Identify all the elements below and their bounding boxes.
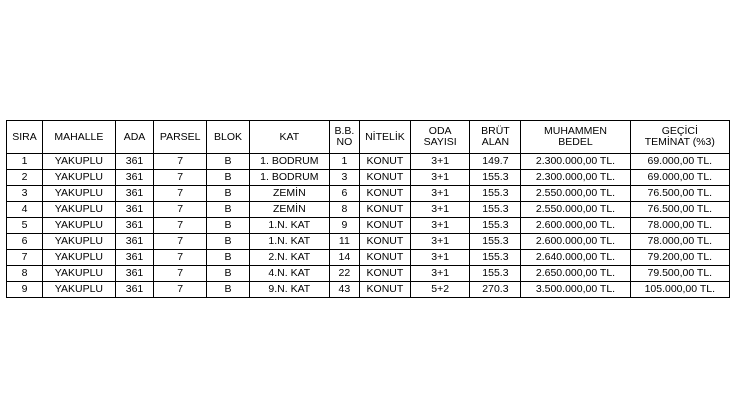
- cell-muhammen-bedel: 2.550.000,00 TL.: [521, 186, 630, 202]
- cell-blok: B: [207, 282, 250, 298]
- cell-kat: 1. BODRUM: [249, 170, 329, 186]
- header-text: NİTELİK: [365, 130, 405, 143]
- header-text: MAHALLE: [54, 130, 104, 143]
- property-table: [6, 120, 730, 298]
- cell-oda-sayisi: 3+1: [410, 186, 470, 202]
- cell-mahalle: YAKUPLU: [42, 154, 115, 170]
- cell-nitelik: KONUT: [359, 154, 410, 170]
- cell-brut-alan: 149.7: [470, 154, 521, 170]
- table-row: [7, 218, 730, 234]
- header-text: BEDEL: [558, 136, 593, 148]
- cell-parsel: 7: [154, 186, 207, 202]
- header-muhammen-bedel: [521, 121, 630, 154]
- cell-parsel: 7: [154, 170, 207, 186]
- cell-muhammen-bedel: 2.300.000,00 TL.: [521, 154, 630, 170]
- cell-oda-sayisi: 3+1: [410, 170, 470, 186]
- cell-nitelik: KONUT: [359, 170, 410, 186]
- cell-brut-alan: 155.3: [470, 234, 521, 250]
- cell-brut-alan: 155.3: [470, 266, 521, 282]
- cell-muhammen-bedel: 2.300.000,00 TL.: [521, 170, 630, 186]
- cell-mahalle: YAKUPLU: [42, 186, 115, 202]
- cell-gecici-teminat: 105.000,00 TL.: [630, 282, 729, 298]
- cell-parsel: 7: [154, 218, 207, 234]
- cell-mahalle: YAKUPLU: [42, 218, 115, 234]
- cell-ada: 361: [115, 266, 153, 282]
- cell-muhammen-bedel: 2.550.000,00 TL.: [521, 202, 630, 218]
- cell-oda-sayisi: 5+2: [410, 282, 470, 298]
- cell-oda-sayisi: 3+1: [410, 234, 470, 250]
- cell-mahalle: YAKUPLU: [42, 234, 115, 250]
- cell-mahalle: YAKUPLU: [42, 170, 115, 186]
- cell-brut-alan: 155.3: [470, 218, 521, 234]
- header-brut-alan: [470, 121, 521, 154]
- header-kat: [249, 121, 329, 154]
- cell-bb-no: 22: [329, 266, 359, 282]
- table-row: [7, 186, 730, 202]
- cell-ada: 361: [115, 154, 153, 170]
- header-text: MUHAMMEN: [543, 125, 607, 137]
- cell-gecici-teminat: 78.000,00 TL.: [630, 218, 729, 234]
- cell-bb-no: 6: [329, 186, 359, 202]
- header-text: KAT: [279, 130, 300, 143]
- cell-kat: 1.N. KAT: [249, 218, 329, 234]
- cell-kat: 1.N. KAT: [249, 234, 329, 250]
- cell-parsel: 7: [154, 202, 207, 218]
- cell-gecici-teminat: 69.000,00 TL.: [630, 154, 729, 170]
- header-text: ODA: [428, 125, 452, 137]
- cell-sira: 8: [7, 266, 43, 282]
- cell-ada: 361: [115, 186, 153, 202]
- cell-gecici-teminat: 78.000,00 TL.: [630, 234, 729, 250]
- cell-parsel: 7: [154, 282, 207, 298]
- table-row: [7, 282, 730, 298]
- cell-blok: B: [207, 234, 250, 250]
- table-body: [7, 154, 730, 298]
- cell-sira: 9: [7, 282, 43, 298]
- cell-nitelik: KONUT: [359, 186, 410, 202]
- header-text: SAYISI: [423, 136, 457, 148]
- cell-kat: ZEMİN: [249, 186, 329, 202]
- cell-blok: B: [207, 250, 250, 266]
- table-row: [7, 234, 730, 250]
- cell-ada: 361: [115, 170, 153, 186]
- cell-sira: 2: [7, 170, 43, 186]
- header-gecici-teminat: [630, 121, 729, 154]
- cell-parsel: 7: [154, 234, 207, 250]
- cell-brut-alan: 155.3: [470, 170, 521, 186]
- table-row: [7, 170, 730, 186]
- header-text: ADA: [123, 130, 146, 143]
- cell-sira: 1: [7, 154, 43, 170]
- header-text: B.B.: [334, 125, 355, 137]
- cell-parsel: 7: [154, 154, 207, 170]
- cell-gecici-teminat: 76.500,00 TL.: [630, 202, 729, 218]
- cell-blok: B: [207, 218, 250, 234]
- cell-blok: B: [207, 202, 250, 218]
- cell-sira: 7: [7, 250, 43, 266]
- cell-blok: B: [207, 170, 250, 186]
- cell-bb-no: 11: [329, 234, 359, 250]
- table-row: [7, 154, 730, 170]
- cell-nitelik: KONUT: [359, 234, 410, 250]
- cell-oda-sayisi: 3+1: [410, 202, 470, 218]
- cell-bb-no: 1: [329, 154, 359, 170]
- cell-bb-no: 9: [329, 218, 359, 234]
- header-text: NO: [336, 136, 353, 148]
- cell-oda-sayisi: 3+1: [410, 250, 470, 266]
- header-text: BRÜT: [481, 125, 510, 137]
- header-ada: [115, 121, 153, 154]
- cell-nitelik: KONUT: [359, 202, 410, 218]
- cell-muhammen-bedel: 3.500.000,00 TL.: [521, 282, 630, 298]
- cell-gecici-teminat: 79.200,00 TL.: [630, 250, 729, 266]
- cell-kat: 2.N. KAT: [249, 250, 329, 266]
- header-text: SIRA: [12, 130, 37, 143]
- cell-bb-no: 14: [329, 250, 359, 266]
- header-nitelik: [359, 121, 410, 154]
- header-text: ALAN: [481, 136, 510, 148]
- cell-ada: 361: [115, 202, 153, 218]
- cell-oda-sayisi: 3+1: [410, 154, 470, 170]
- cell-gecici-teminat: 69.000,00 TL.: [630, 170, 729, 186]
- cell-gecici-teminat: 79.500,00 TL.: [630, 266, 729, 282]
- header-oda-sayisi: [410, 121, 470, 154]
- cell-ada: 361: [115, 218, 153, 234]
- cell-bb-no: 8: [329, 202, 359, 218]
- cell-parsel: 7: [154, 266, 207, 282]
- header-bb-no: [329, 121, 359, 154]
- cell-ada: 361: [115, 282, 153, 298]
- table-row: [7, 202, 730, 218]
- cell-sira: 4: [7, 202, 43, 218]
- cell-blok: B: [207, 186, 250, 202]
- cell-bb-no: 3: [329, 170, 359, 186]
- cell-kat: ZEMİN: [249, 202, 329, 218]
- cell-muhammen-bedel: 2.640.000,00 TL.: [521, 250, 630, 266]
- header-text: TEMİNAT (%3): [644, 136, 715, 148]
- cell-brut-alan: 155.3: [470, 202, 521, 218]
- cell-brut-alan: 155.3: [470, 186, 521, 202]
- cell-kat: 9.N. KAT: [249, 282, 329, 298]
- cell-bb-no: 43: [329, 282, 359, 298]
- cell-muhammen-bedel: 2.600.000,00 TL.: [521, 218, 630, 234]
- header-text: BLOK: [213, 130, 242, 143]
- cell-gecici-teminat: 76.500,00 TL.: [630, 186, 729, 202]
- cell-sira: 6: [7, 234, 43, 250]
- cell-ada: 361: [115, 234, 153, 250]
- cell-oda-sayisi: 3+1: [410, 218, 470, 234]
- cell-mahalle: YAKUPLU: [42, 250, 115, 266]
- cell-brut-alan: 155.3: [470, 250, 521, 266]
- table-row: [7, 266, 730, 282]
- header-blok: [207, 121, 250, 154]
- header-parsel: [154, 121, 207, 154]
- cell-sira: 5: [7, 218, 43, 234]
- cell-kat: 4.N. KAT: [249, 266, 329, 282]
- cell-mahalle: YAKUPLU: [42, 266, 115, 282]
- cell-muhammen-bedel: 2.600.000,00 TL.: [521, 234, 630, 250]
- cell-ada: 361: [115, 250, 153, 266]
- cell-nitelik: KONUT: [359, 218, 410, 234]
- cell-oda-sayisi: 3+1: [410, 266, 470, 282]
- cell-nitelik: KONUT: [359, 250, 410, 266]
- cell-kat: 1. BODRUM: [249, 154, 329, 170]
- cell-mahalle: YAKUPLU: [42, 282, 115, 298]
- cell-sira: 3: [7, 186, 43, 202]
- header-text: PARSEL: [159, 130, 201, 143]
- table-row: [7, 250, 730, 266]
- header-sira: [7, 121, 43, 154]
- header-mahalle: [42, 121, 115, 154]
- cell-brut-alan: 270.3: [470, 282, 521, 298]
- cell-blok: B: [207, 154, 250, 170]
- cell-blok: B: [207, 266, 250, 282]
- cell-mahalle: YAKUPLU: [42, 202, 115, 218]
- header-row: [7, 121, 730, 154]
- cell-muhammen-bedel: 2.650.000,00 TL.: [521, 266, 630, 282]
- cell-nitelik: KONUT: [359, 282, 410, 298]
- header-text: GEÇİCİ: [661, 125, 698, 137]
- cell-parsel: 7: [154, 250, 207, 266]
- cell-nitelik: KONUT: [359, 266, 410, 282]
